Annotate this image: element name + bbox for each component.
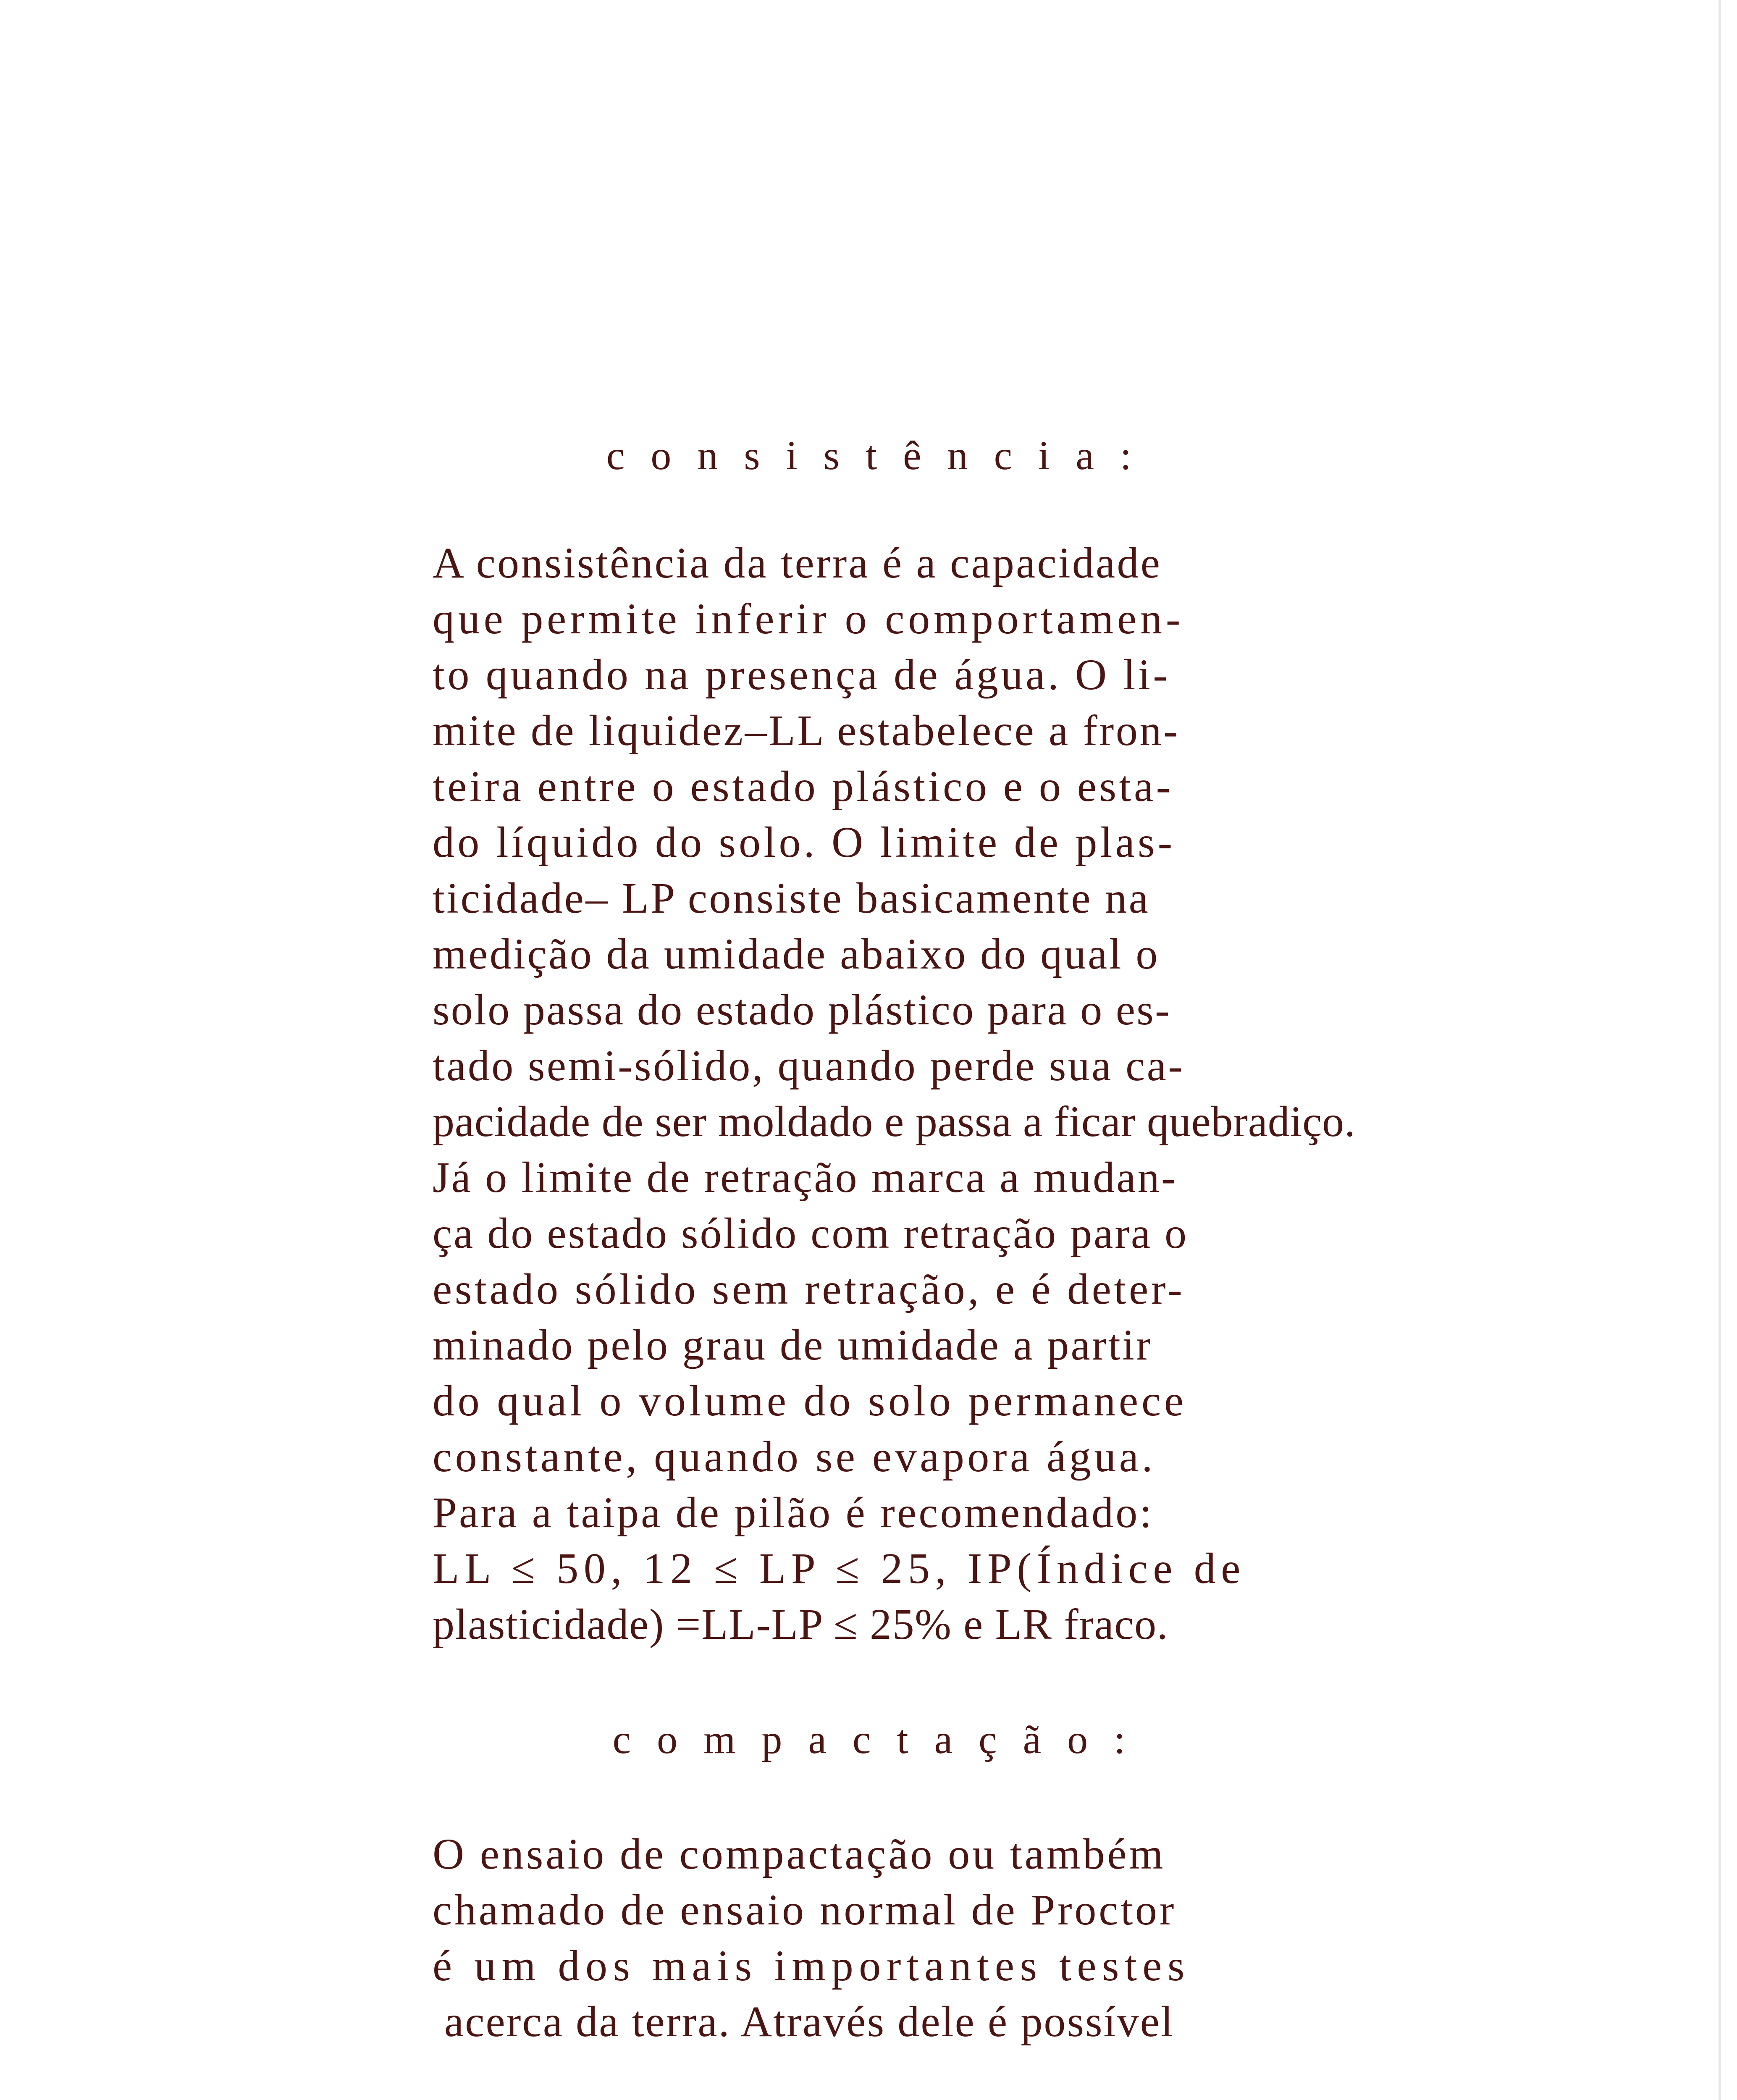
text-line: O ensaio de compactação ou também xyxy=(433,1830,1166,1878)
text-line: do líquido do solo. O limite de plas- xyxy=(433,818,1175,866)
text-line: do qual o volume do solo permanece xyxy=(433,1377,1187,1425)
text-line: chamado de ensaio normal de Proctor xyxy=(433,1886,1177,1934)
section-heading-consistencia: consistência: xyxy=(606,433,1158,478)
text-line: medição da umidade abaixo do qual o xyxy=(433,930,1160,978)
text-line: ticidade– LP consiste basicamente na xyxy=(433,874,1150,922)
text-line: Para a taipa de pilão é recomendado: xyxy=(433,1488,1154,1537)
text-line: ça do estado sólido com retração para o xyxy=(433,1209,1189,1257)
text-line: pacidade de ser moldado e passa a ficar quebradiço. xyxy=(433,1097,1356,1146)
text-line: constante, quando se evapora água. xyxy=(433,1433,1156,1481)
text-line: tado semi-sólido, quando perde sua ca- xyxy=(433,1042,1185,1090)
text-line: minado pelo grau de umidade a partir xyxy=(433,1321,1153,1369)
text-line: mite de liquidez–LL estabelece a fron- xyxy=(433,706,1180,755)
text-line: plasticidade) =LL-LP ≤ 25% e LR fraco. xyxy=(433,1600,1169,1648)
text-line: acerca da terra. Através dele é possível xyxy=(444,1998,1175,2046)
text-line: estado sólido sem retração, e é deter- xyxy=(433,1265,1185,1313)
section-heading-compactacao: compactação: xyxy=(612,1717,1152,1762)
text-line: Já o limite de retração marca a mudan- xyxy=(433,1153,1178,1202)
text-line: to quando na presença de água. O li- xyxy=(433,651,1170,699)
page-edge xyxy=(1719,0,1721,2100)
text-line: A consistência da terra é a capacidade xyxy=(433,539,1162,587)
text-line: LL ≤ 50, 12 ≤ LP ≤ 25, IP(Índice de xyxy=(433,1544,1246,1593)
text-line: é um dos mais importantes testes xyxy=(433,1942,1191,1990)
text-line: solo passa do estado plástico para o es- xyxy=(433,986,1171,1034)
text-line: que permite inferir o comportamen- xyxy=(433,595,1184,643)
paragraph-consistencia xyxy=(433,535,1356,1652)
paragraph-compactacao xyxy=(433,1826,1190,2050)
text-line: teira entre o estado plástico e o esta- xyxy=(433,762,1173,811)
